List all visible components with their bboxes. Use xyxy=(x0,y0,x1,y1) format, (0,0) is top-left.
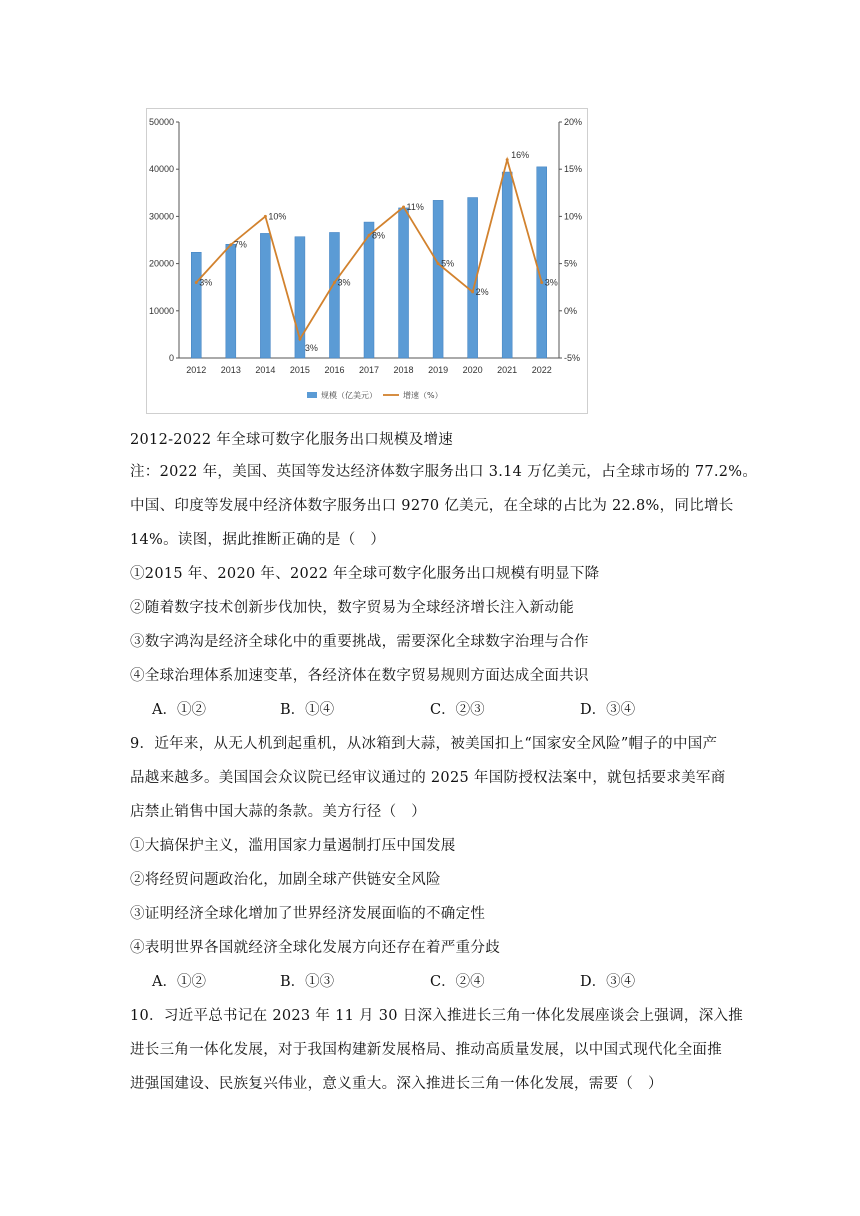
data-label: 3% xyxy=(544,277,558,288)
q8-note-line-2: 中国、印度等发展中经济体数字服务出口 9270 亿美元，在全球的占比为 22.8%，同比增长 xyxy=(130,498,734,514)
x-tick-label: 2017 xyxy=(358,365,380,375)
q10-line-1: 10．习近平总书记在 2023 年 11 月 30 日深入推进长三角一体化发展座谈会上强调，深入推 xyxy=(130,1008,744,1024)
q9-line-2: 品越来越多。美国国会众议院已经审议通过的 2025 年国防授权法案中，就包括要求美军商 xyxy=(130,770,726,786)
legend-bar-swatch xyxy=(307,392,317,398)
data-label: 16% xyxy=(511,149,530,160)
x-tick-label: 2012 xyxy=(186,365,207,375)
x-tick-label: 2016 xyxy=(324,365,345,375)
q8-option-b[interactable]: B．①④ xyxy=(280,702,335,718)
q9-option-d[interactable]: D．③④ xyxy=(580,974,636,990)
left-tick-label: 0 xyxy=(168,353,174,363)
right-tick-label: 15% xyxy=(564,164,583,175)
left-tick-label: 20000 xyxy=(148,258,174,269)
q9-item-4: ④表明世界各国就经济全球化发展方向还存在着严重分歧 xyxy=(130,940,500,956)
q8-option-c[interactable]: C．②③ xyxy=(430,702,485,718)
bar xyxy=(226,244,236,358)
chart-caption: 2012-2022 年全球可数字化服务出口规模及增速 xyxy=(130,432,454,448)
data-label: 5% xyxy=(441,258,455,269)
q8-item-4: ④全球治理体系加速变革，各经济体在数字贸易规则方面达成全面共识 xyxy=(130,668,589,684)
bar xyxy=(364,222,374,358)
growth-point xyxy=(471,290,474,293)
x-tick-label: 2020 xyxy=(462,365,483,375)
chart-svg xyxy=(147,109,589,415)
q9-line-1: 9．近年来，从无人机到起重机，从冰箱到大蒜，被美国扣上“国家安全风险”帽子的中国产 xyxy=(130,736,718,752)
data-label: 3% xyxy=(304,343,318,354)
left-tick-label: 40000 xyxy=(148,164,174,175)
growth-point xyxy=(333,281,336,284)
data-label: 11% xyxy=(406,201,424,212)
x-tick-label: 2019 xyxy=(428,365,449,375)
bar xyxy=(329,232,339,358)
q8-note-line-3: 14%。读图，据此推断正确的是（ ） xyxy=(130,532,386,548)
growth-point xyxy=(506,158,509,161)
q8-option-d[interactable]: D．③④ xyxy=(580,702,636,718)
right-tick-label: -5% xyxy=(564,353,581,363)
q8-option-a[interactable]: A．①② xyxy=(152,702,206,718)
right-tick-label: 5% xyxy=(564,258,578,269)
q9-line-3: 店禁止销售中国大蒜的条款。美方行径（ ） xyxy=(130,804,426,820)
x-tick-label: 2021 xyxy=(497,365,518,375)
bar xyxy=(191,252,201,358)
q10-line-3: 进强国建设、民族复兴伟业，意义重大。深入推进长三角一体化发展，需要（ ） xyxy=(130,1076,663,1092)
data-label: 10% xyxy=(268,211,287,222)
left-tick-label: 50000 xyxy=(148,117,174,127)
x-tick-label: 2015 xyxy=(289,365,310,375)
growth-point xyxy=(402,205,405,208)
right-tick-label: 0% xyxy=(564,305,578,316)
q8-item-1: ①2015 年、2020 年、2022 年全球可数字化服务出口规模有明显下降 xyxy=(130,566,600,582)
bar xyxy=(399,208,409,358)
x-tick-label: 2022 xyxy=(531,365,552,375)
right-tick-label: 10% xyxy=(564,211,583,222)
legend-bar-label: 规模（亿美元） xyxy=(321,391,377,400)
export-chart xyxy=(146,108,588,414)
x-tick-label: 2018 xyxy=(393,365,414,375)
data-label: 8% xyxy=(372,230,386,241)
bar xyxy=(433,200,443,358)
bar xyxy=(502,172,512,358)
growth-point xyxy=(229,243,232,246)
data-label: 3% xyxy=(199,277,213,288)
q9-option-a[interactable]: A．①② xyxy=(152,974,206,990)
growth-point xyxy=(437,262,440,265)
growth-point xyxy=(368,234,371,237)
q9-option-b[interactable]: B．①③ xyxy=(280,974,335,990)
q10-line-2: 进长三角一体化发展，对于我国构建新发展格局、推动高质量发展，以中国式现代化全面推 xyxy=(130,1042,722,1058)
bar xyxy=(537,167,547,358)
bar xyxy=(260,233,270,358)
q8-item-3: ③数字鸿沟是经济全球化中的重要挑战，需要深化全球数字治理与合作 xyxy=(130,634,589,650)
growth-point xyxy=(195,281,198,284)
q8-note-line-1: 注：2022 年，美国、英国等发达经济体数字服务出口 3.14 万亿美元，占全球市场的 77.2%。 xyxy=(130,464,758,480)
growth-point xyxy=(540,281,543,284)
q9-item-1: ①大搞保护主义，滥用国家力量遏制打压中国发展 xyxy=(130,838,456,854)
right-tick-label: 20% xyxy=(564,117,583,127)
growth-point xyxy=(298,338,301,341)
data-label: 7% xyxy=(233,239,247,250)
q9-option-c[interactable]: C．②④ xyxy=(430,974,485,990)
data-label: 2% xyxy=(475,286,489,297)
data-label: 3% xyxy=(337,277,351,288)
legend-line-label: 增速（%） xyxy=(403,391,443,400)
growth-point xyxy=(264,215,267,218)
q9-item-3: ③证明经济全球化增加了世界经济发展面临的不确定性 xyxy=(130,906,486,922)
x-tick-label: 2013 xyxy=(220,365,241,375)
left-tick-label: 10000 xyxy=(148,305,174,316)
q8-item-2: ②随着数字技术创新步伐加快，数字贸易为全球经济增长注入新动能 xyxy=(130,600,574,616)
left-tick-label: 30000 xyxy=(148,211,174,222)
q9-item-2: ②将经贸问题政治化，加剧全球产供链安全风险 xyxy=(130,872,441,888)
x-tick-label: 2014 xyxy=(255,365,276,375)
